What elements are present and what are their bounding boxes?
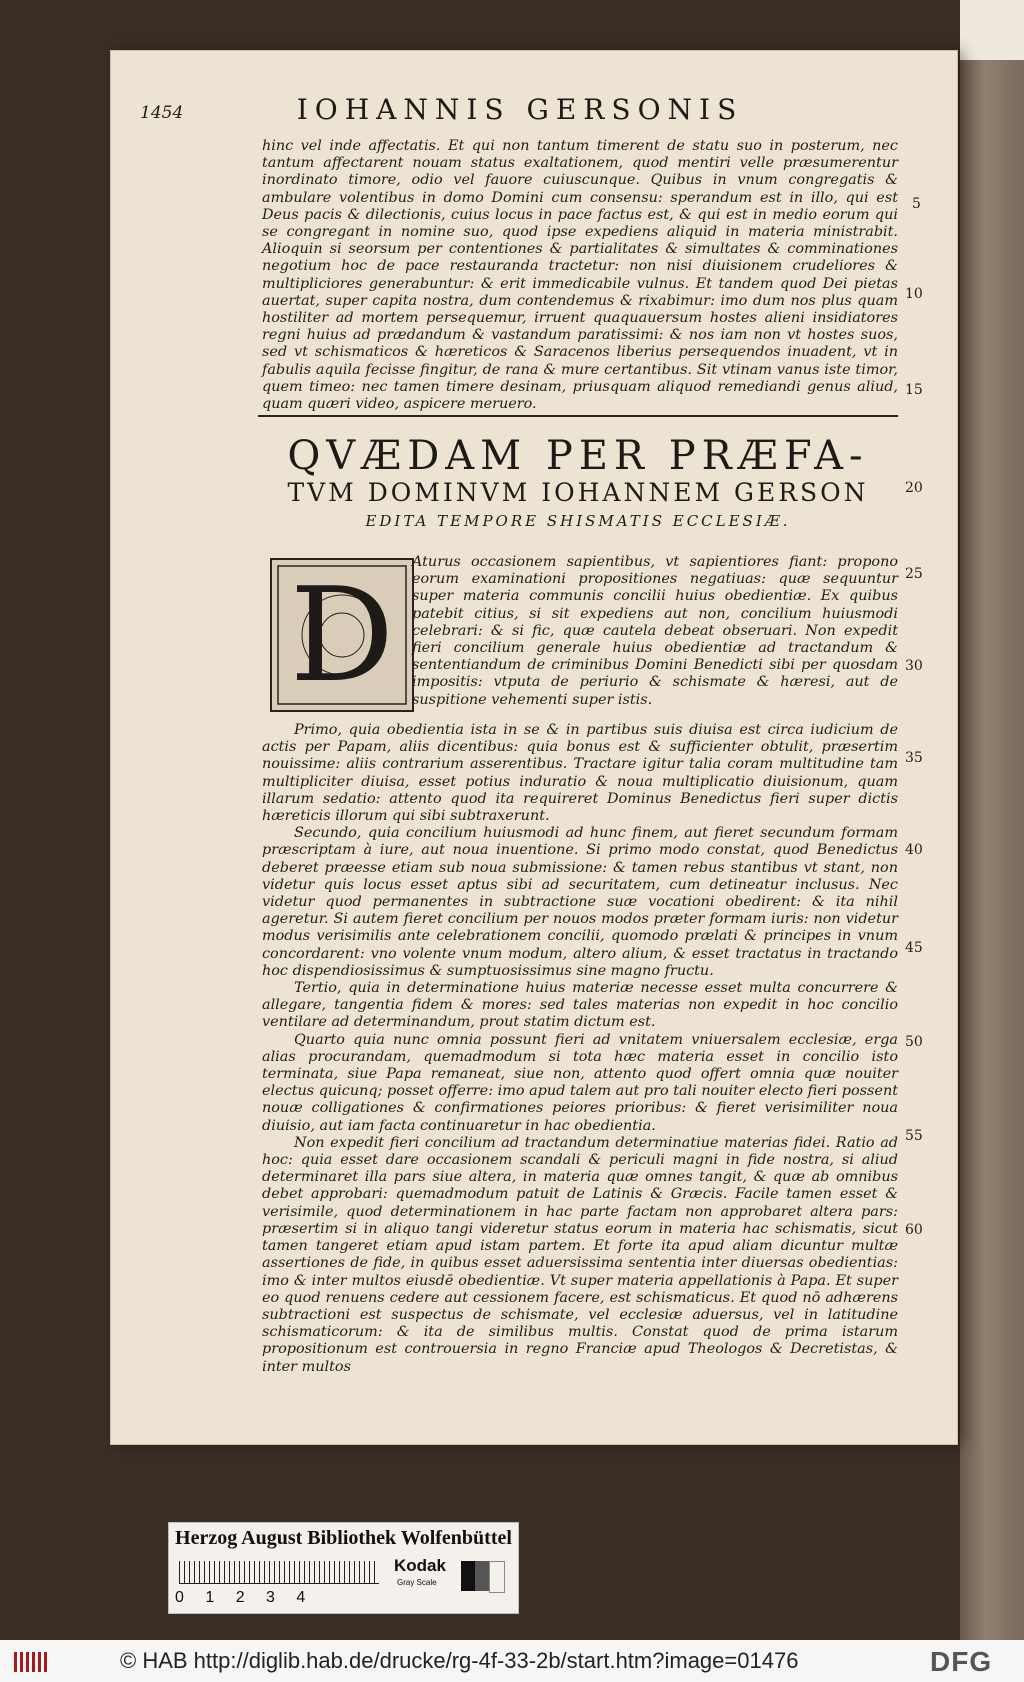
paragraph: Primo, quia obedientia ista in se & in partibus suis diuisa est circa iudicium de actis per Papam, aliis dicentibus: quia bonus est & sufficienter obtulit, præsertim nouissime: aliis contrarium asserentibus. Tractare igitur talia coram multitudine tam multipliciter diuisa, esset potius induratio & noua multiplicatio diuisionum, quam illarum sedatio: attento quod ita requireret Dominus Benedictus fieri super dictis hæreticis illorum qui sibi subtraxerunt. xyxy=(262,722,898,825)
line-number: 15 xyxy=(905,382,923,398)
running-title: IOHANNIS GERSONIS xyxy=(296,93,744,126)
line-number: 10 xyxy=(905,286,923,302)
line-number: 45 xyxy=(905,940,923,956)
line-number: 50 xyxy=(905,1034,923,1050)
paragraph: Quarto quia nunc omnia possunt fieri ad vnitatem vniuersalem ecclesiæ, erga alias procurandam, quemadmodum si tota hæc materia esset in concilio isto terminata, siue Papa remaneat, siue non, attento quod offert omnia quæ nouiter electus quicunq; posset offerre: imo apud talem aut pro tali nouiter electo fieri possent nouæ colligationes & confirmationes peiores prioribus: & fieret verisimiliter noua diuisio, aut iam facta continuaretur in hac obedientia. xyxy=(262,1031,898,1134)
section-subtitle-2: EDITA TEMPORE SHISMATIS ECCLESIÆ. xyxy=(365,512,791,530)
decorated-initial xyxy=(270,558,414,712)
line-number: 5 xyxy=(912,196,921,212)
paragraph: Tertio, quia in determinatione huius materiæ necesse esset multa concurrere & allegare, tangentia fidem & mores: sed tales materias non expedit in hoc concilio ventilare ad determinandum, prout statim dictum est. xyxy=(262,980,898,1031)
page-number: 1454 xyxy=(140,103,184,123)
ruler-numbers: 0 1 2 3 4 xyxy=(175,1589,306,1606)
section-subtitle: TVM DOMINVM IOHANNEM GERSON xyxy=(287,478,869,507)
line-number: 60 xyxy=(905,1222,923,1238)
paragraph: Secundo, quia concilium huiusmodi ad hunc finem, aut fieret secundum formam præscriptam à iure, aut noua inuentione. Si primo modo constat, quod Benedictus deberet præesse etiam sub noua submissione: & tamen rebus stantibus vt stant, non videtur quis locus esset aptus sibi ad securitatem, cum detineatur inclusus. Nec videtur quod permanentes in subtractione suæ vocationi obedirent: & ita nihil ageretur. Si autem fieret concilium per nouos modos præter formam iuris: non videtur modus verisimilis ante celebrationem concilii, quomodo prælati & principes in vnum concordarent: vno volente vnum modum, altero alium, & esset tractatus in tractando hoc dispendiosissimus & sumptuosissimus sine magno fructu. xyxy=(262,825,898,979)
line-number: 30 xyxy=(905,658,923,674)
line-number: 25 xyxy=(905,566,923,582)
library-label xyxy=(168,1522,519,1614)
gray-swatch xyxy=(475,1561,489,1591)
gray-swatch xyxy=(461,1561,475,1591)
footer-bar xyxy=(0,1640,1024,1682)
line-number: 55 xyxy=(905,1128,923,1144)
barcode-icon xyxy=(14,1652,48,1672)
kodak-subtitle: Gray Scale xyxy=(397,1578,437,1587)
next-page-edge xyxy=(960,0,1024,60)
page-header xyxy=(140,93,780,133)
footer-credit[interactable]: © HAB http://diglib.hab.de/drucke/rg-4f-33-2b/start.htm?image=01476 xyxy=(120,1648,799,1673)
text-block-main xyxy=(262,722,898,1376)
kodak-logo: Kodak xyxy=(394,1556,446,1575)
section-title: QVÆDAM PER PRÆFA- xyxy=(287,433,869,479)
library-name: Herzog August Bibliothek Wolfenbüttel xyxy=(175,1527,512,1549)
drop-cap-letter: D xyxy=(289,559,395,711)
dfg-logo: DFG xyxy=(930,1646,993,1677)
gray-swatch xyxy=(489,1561,505,1593)
background-strip xyxy=(960,0,1024,1682)
line-number: 40 xyxy=(905,842,923,858)
text-block-top xyxy=(262,138,898,413)
paragraph: Aturus occasionem sapientibus, vt sapientiores fiant: propono eorum examinationi propositiones negatiuas: quæ sequuntur super materia communis concilii huius obedientiæ. Ex quibus patebit citius, si sit expediens aut non, concilium huiusmodi celebrari: & si fic, quæ cautela debeat obseruari. Non expedit fieri concilium generale huius obedientiæ ad tractandum & sententiandum de criminibus Domini Benedicti sibi per quosdam impositis: vtputa de periurio & schismate & hæresi, aut de suspitione vehementi super istis. xyxy=(412,554,898,708)
ruler-scale xyxy=(179,1561,379,1584)
paragraph: Non expedit fieri concilium ad tractandum determinatiue materias fidei. Ratio ad hoc: quia esset dare occasionem scandali & periculi magni in fide nostra, si aliud determinaret illa pars siue altera, in materia quæ omnes tangit, & quæ ab omnibus debet approbari: quemadmodum patuit de Latinis & Græcis. Facile tamen esset & verisimile, quod determinationem in hac parte factam non approbaret altera pars: præsertim si in aliquo tangi videretur status eorum in materia hac schismatis, sicut tamen tangeret etiam apud istam partem. Et forte ita apud aliam dicuntur multæ assertiones de fide, in quibus esset aduersissima sententia inter diuersas obedientias: imo & inter multos eiusdē obedientiæ. Vt super materia appellationis à Papa. Et super eo quod renuens cedere aut cessionem facere, est schismaticus. Et quod nō adhærens subtractioni est suspectus de schismate, vel ecclesiæ aduersus, vel in latitudine schismaticorum: & ita de similibus multis. Constat quod de prima istarum propositionum est controuersia in regno Franciæ apud Theologos & Decretistas, & inter multos xyxy=(262,1134,898,1375)
paragraph: hinc vel inde affectatis. Et qui non tantum timerent de statu suo in posterum, nec tantum affectarent nouam status exaltationem, quod mentiri velle præsumerentur inordinato timore, odio vel fauore cuiuscunque. Quibus in vnum congregatis & ambulare volentibus in domo Domini cum consensu: sperandum est in illo, qui est Deus pacis & dilectionis, cuius locus in pace factus est, & qui est in medio eorum qui se congregant in nomine suo, quod ipse expediens aliquid in materia ministrabit. Alioquin si seorsum per contentiones & partialitates & simultates & comminationes negotium hoc de pace restauranda tractetur: non nisi diuisionem crudeliores & multipliciores generabuntur: & erit immedicabile vulnus. Et tandem quod Dei pietas auertat, super capita nostra, dum contendemus & rixabimur: imo dum nos plus quam hostiliter ad mortem persequemur, irruent quaquauersum hostes alieni insidiatores regni huius ad prædandum & vastandum paratissimi: & nos iam non vt hostes suos, sed vt schismaticos & hæreticos & Saracenos liberius persequendos inuadent, vt in fabulis aquila fecisse fingitur, de rana & mure certantibus. Sit vtinam vanus iste timor, quem timeo: nec tamen timere desinam, priusquam aliquod remediandi genus aliud, quam quæri video, aspicere meruero. xyxy=(262,138,898,413)
line-number: 35 xyxy=(905,750,923,766)
line-number: 20 xyxy=(905,480,923,496)
text-block-intro xyxy=(412,554,898,709)
section-rule xyxy=(258,415,898,417)
